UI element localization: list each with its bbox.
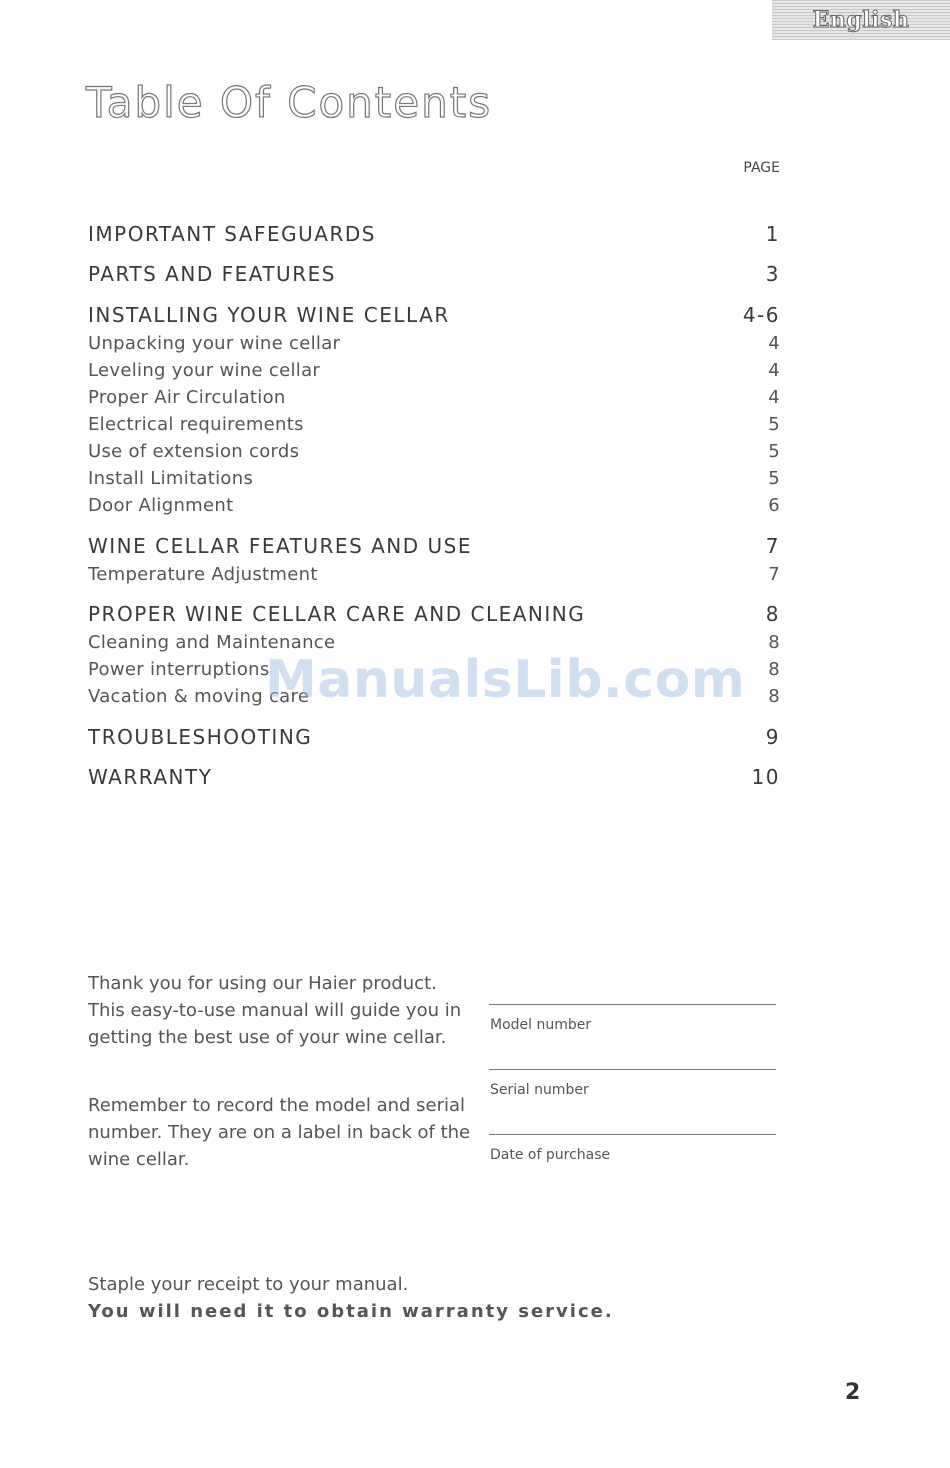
toc-subitem[interactable] <box>88 383 780 411</box>
toc-page: 4 <box>768 359 780 381</box>
toc-page: 9 <box>765 725 780 749</box>
intro-record-reminder: Remember to record the model and serial number. They are on a label in back of the wine cellar. <box>88 1095 471 1170</box>
watermark: ManualsLib.com <box>265 650 746 710</box>
toc-subitem[interactable] <box>88 560 780 588</box>
toc-page: 10 <box>751 765 780 789</box>
toc-page: 8 <box>768 658 780 680</box>
page-column-label: PAGE <box>743 160 780 176</box>
model-number-label: Model number <box>490 1017 592 1033</box>
toc-page: 8 <box>765 602 780 626</box>
toc-page: 5 <box>768 413 780 435</box>
purchase-date-label: Date of purchase <box>490 1147 611 1163</box>
toc-page: 1 <box>765 222 780 246</box>
toc-label: Proper Air Circulation <box>88 386 286 408</box>
toc-page: 7 <box>765 534 780 558</box>
toc-label: IMPORTANT SAFEGUARDS <box>88 222 376 246</box>
toc-label: PARTS AND FEATURES <box>88 262 336 286</box>
toc-section[interactable] <box>88 260 780 288</box>
toc-subitem[interactable] <box>88 437 780 465</box>
toc-label: PROPER WINE CELLAR CARE AND CLEANING <box>88 602 586 626</box>
serial-number-line[interactable] <box>489 1069 776 1070</box>
toc-label: Power interruptions <box>88 658 270 680</box>
toc-label: Cleaning and Maintenance <box>88 631 336 653</box>
page-number: 2 <box>845 1380 861 1405</box>
toc-label: Vacation & moving care <box>88 685 310 707</box>
toc-label: Temperature Adjustment <box>88 563 318 585</box>
toc-section[interactable] <box>88 763 780 791</box>
toc-label: WARRANTY <box>88 765 213 789</box>
toc-label: Use of extension cords <box>88 440 300 462</box>
model-number-line[interactable] <box>489 1004 776 1005</box>
toc-subitem[interactable] <box>88 329 780 357</box>
toc-page: 5 <box>768 440 780 462</box>
toc-page: 5 <box>768 467 780 489</box>
toc-subitem[interactable] <box>88 464 780 492</box>
toc-subitem[interactable] <box>88 410 780 438</box>
language-tab <box>772 0 950 40</box>
language-label: English <box>812 7 910 33</box>
serial-number-label: Serial number <box>490 1082 589 1098</box>
toc-section[interactable] <box>88 600 780 628</box>
toc-label: Unpacking your wine cellar <box>88 332 341 354</box>
toc-subitem[interactable] <box>88 491 780 519</box>
toc-section[interactable] <box>88 220 780 248</box>
staple-receipt-note: Staple your receipt to your manual. <box>88 1274 409 1295</box>
toc-label: WINE CELLAR FEATURES AND USE <box>88 534 472 558</box>
toc-label: Electrical requirements <box>88 413 304 435</box>
intro-thank-you: Thank you for using our Haier product. This easy-to-use manual will guide you in getting the best use of your wine cellar. <box>88 973 462 1048</box>
toc-section[interactable] <box>88 301 780 329</box>
toc-page: 8 <box>768 631 780 653</box>
purchase-date-line[interactable] <box>489 1134 776 1135</box>
toc-page: 7 <box>768 563 780 585</box>
toc-page: 4 <box>768 386 780 408</box>
toc-label: Leveling your wine cellar <box>88 359 321 381</box>
toc-page: 8 <box>768 685 780 707</box>
toc-page: 4-6 <box>742 303 780 327</box>
toc-page: 3 <box>765 262 780 286</box>
toc-section[interactable] <box>88 532 780 560</box>
toc-page: 4 <box>768 332 780 354</box>
toc-label: INSTALLING YOUR WINE CELLAR <box>88 303 450 327</box>
toc-label: Install Limitations <box>88 467 254 489</box>
toc-page: 6 <box>768 494 780 516</box>
page-title: Table Of Contents <box>86 78 493 127</box>
toc-section[interactable] <box>88 723 780 751</box>
toc-label: Door Alignment <box>88 494 234 516</box>
warranty-service-note: You will need it to obtain warranty service. <box>88 1301 614 1322</box>
toc-label: TROUBLESHOOTING <box>88 725 313 749</box>
toc-subitem[interactable] <box>88 356 780 384</box>
